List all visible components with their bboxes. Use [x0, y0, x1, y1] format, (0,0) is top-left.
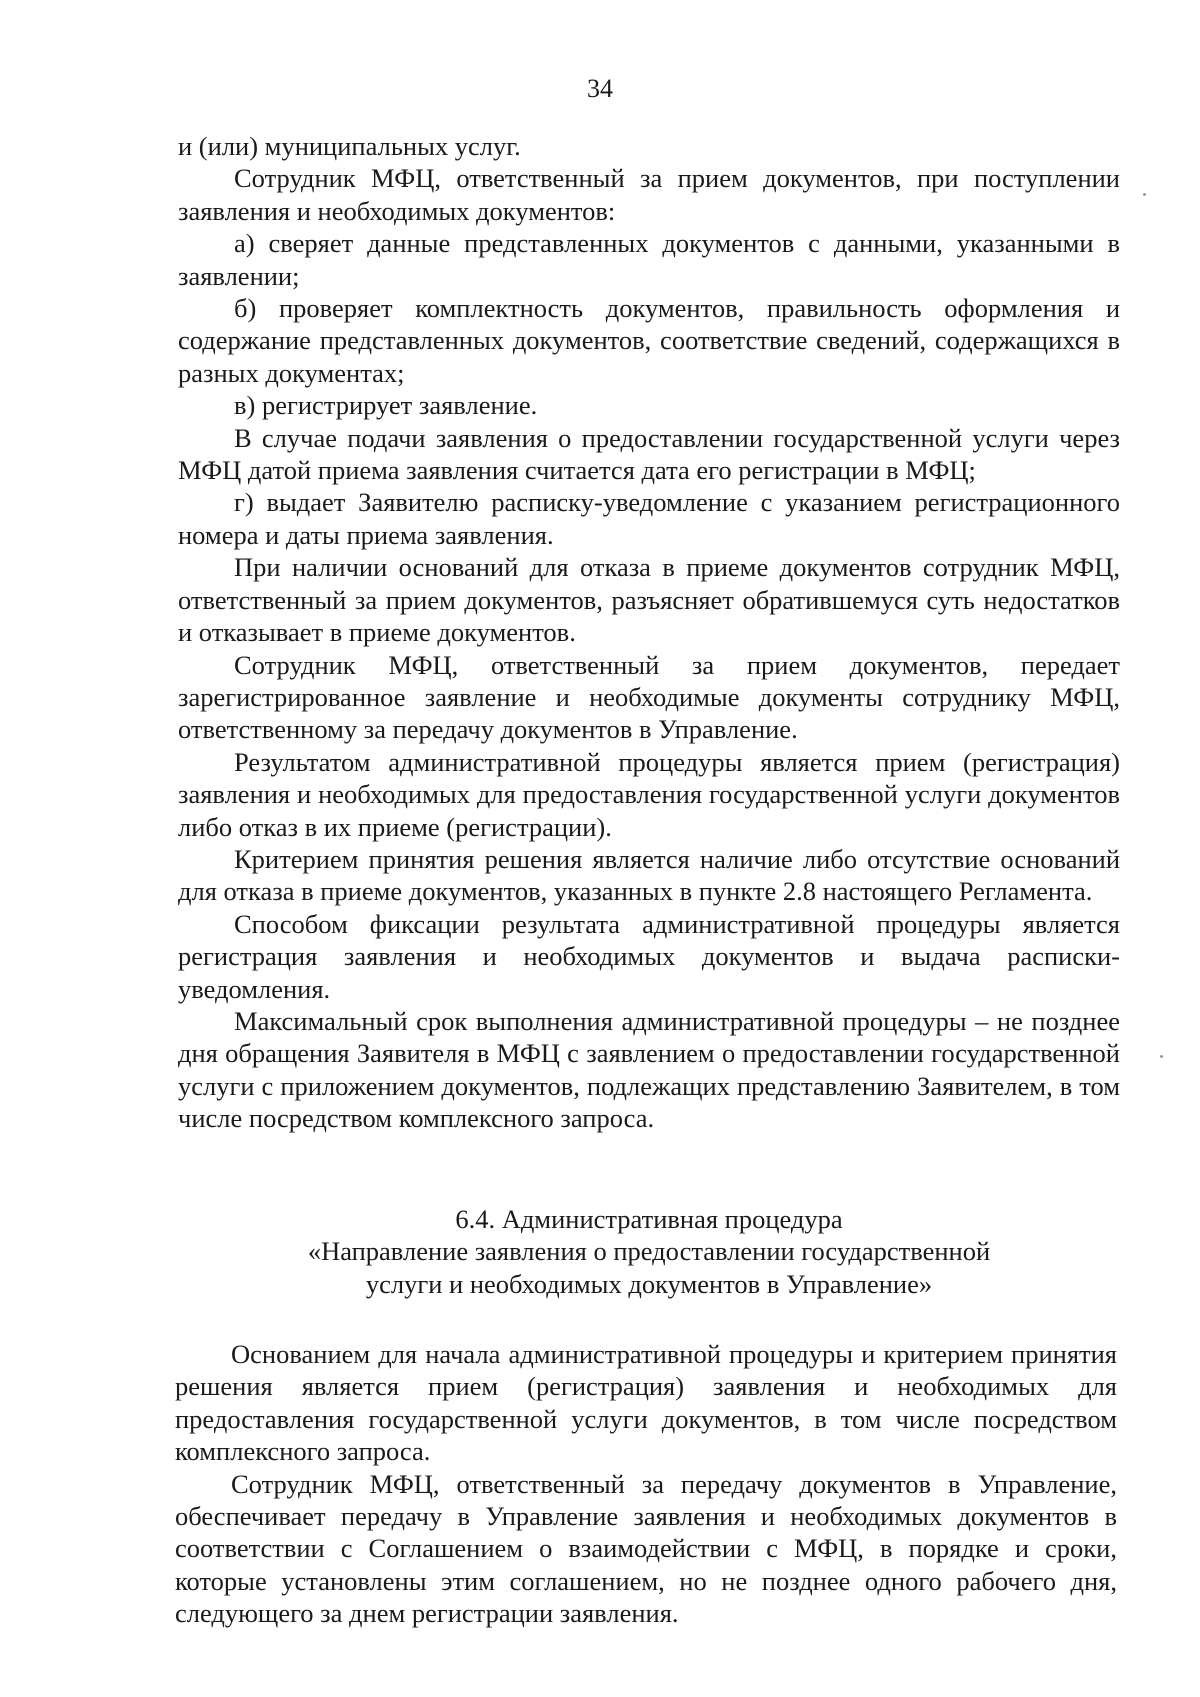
paragraph: и (или) муниципальных услуг.: [178, 131, 521, 161]
paragraph: Максимальный срок выполнения административной процедуры – не позднее дня обращения Заявителя в МФЦ с заявлением о предоставлении государственной услуги с приложением документов, подлежащих представлению Заявителем, в том числе посредством комплексного запроса.: [178, 1005, 1120, 1134]
paragraph: В случае подачи заявления о предоставлении государственной услуги через МФЦ датой приема заявления считается дата его регистрации в МФЦ;: [178, 422, 1120, 486]
paragraph: При наличии оснований для отказа в приеме документов сотрудник МФЦ, ответственный за прием документов, разъясняет обратившемуся суть недостатков и отказывает в приеме документов.: [178, 552, 1120, 648]
paragraph: а) сверяет данные представленных документов с данными, указанными в заявлении;: [178, 228, 1120, 291]
body-text-top: [178, 130, 1120, 1135]
paragraph: б) проверяет комплектность документов, правильность оформления и содержание представленных документов, соответствие сведений, содержащихся в разных документах;: [178, 293, 1120, 388]
section-heading-line: 6.4. Административная процедура: [455, 1204, 843, 1234]
paragraph: Сотрудник МФЦ, ответственный за прием документов, при поступлении заявления и необходимых документов:: [178, 163, 1120, 226]
paragraph: Сотрудник МФЦ, ответственный за прием документов, передает зарегистрированное заявление и необходимые документы сотруднику МФЦ, ответственному за передачу документов в Управление.: [178, 649, 1120, 745]
paragraph: Результатом административной процедуры является прием (регистрация) заявления и необходимых для предоставления государственной услуги документов либо отказ в их приеме (регистрации).: [178, 746, 1120, 842]
section-heading: [178, 1203, 1120, 1300]
page-number: 34: [587, 74, 613, 103]
scan-speck: [1160, 1055, 1163, 1058]
paragraph: Способом фиксации результата административной процедуры является регистрация заявления и необходимых документов и выдача расписки-уведомления.: [178, 908, 1120, 1004]
body-text-bottom: [175, 1338, 1117, 1630]
paragraph: Сотрудник МФЦ, ответственный за передачу документов в Управление, обеспечивает передачу в Управление заявления и необходимых документов в соответствии с Соглашением о взаимодействии с МФЦ, в порядке и сроки, которые установлены этим соглашением, но не позднее одного рабочего дня, следующего за днем регистрации заявления.: [175, 1468, 1117, 1629]
paragraph: Критерием принятия решения является наличие либо отсутствие оснований для отказа в приеме документов, указанных в пункте 2.8 настоящего Регламента.: [178, 843, 1120, 907]
section-heading-line: услуги и необходимых документов в Управление»: [365, 1268, 933, 1299]
paragraph: Основанием для начала административной процедуры и критерием принятия решения является прием (регистрация) заявления и необходимых для предоставления государственной услуги документов, в том числе посредством комплексного запроса.: [175, 1339, 1117, 1467]
section-heading-line: «Направление заявления о предоставлении государственной: [307, 1236, 991, 1267]
scan-speck: [1143, 193, 1146, 196]
paragraph: г) выдает Заявителю расписку-уведомление с указанием регистрационного номера и даты приема заявления.: [178, 487, 1120, 550]
paragraph: в) регистрирует заявление.: [234, 390, 538, 421]
